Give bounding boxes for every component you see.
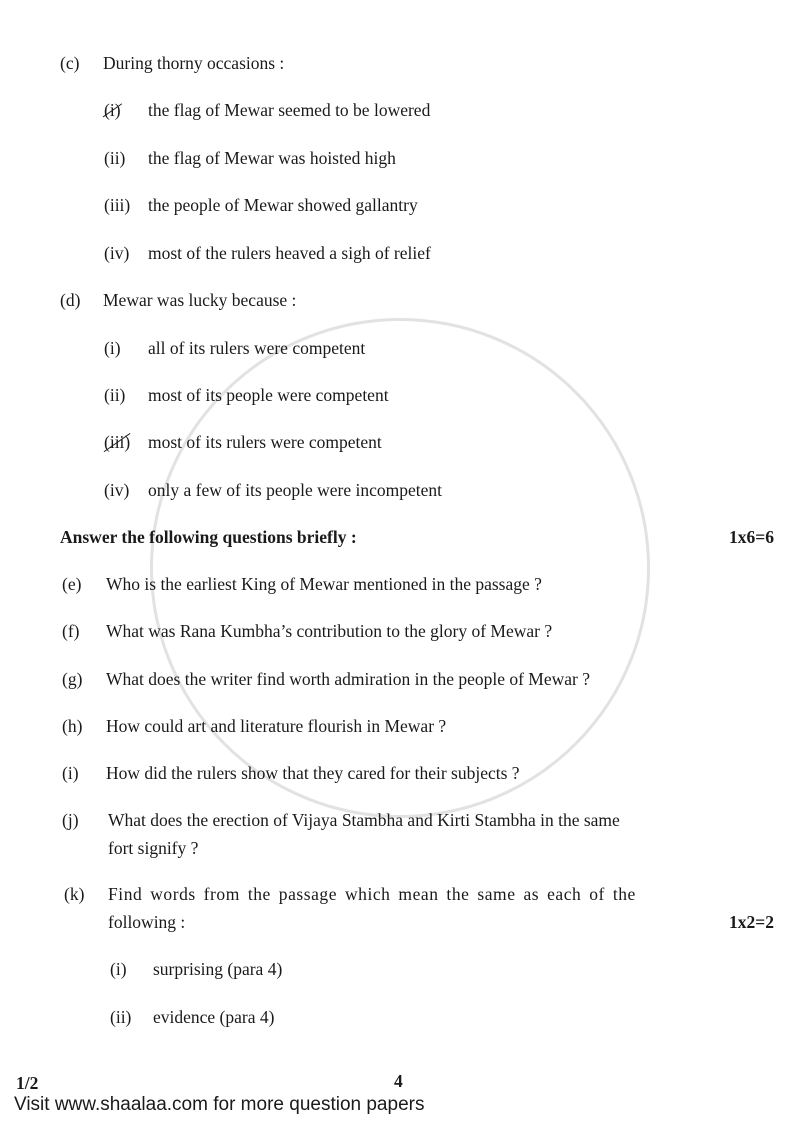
- question-text: What was Rana Kumbha’s contribution to the glory of Mewar ?: [106, 621, 553, 641]
- question-k-text: Find words from the passage which mean the same as each of the: [108, 884, 636, 904]
- question-k-text-cont: following :: [108, 912, 186, 932]
- option-text: the flag of Mewar was hoisted high: [148, 148, 396, 168]
- question-label: (g): [62, 669, 83, 689]
- option-text: most of its rulers were competent: [148, 432, 382, 452]
- question-label: (e): [62, 574, 82, 594]
- question-c-label: (c): [60, 53, 80, 73]
- question-d-label: (d): [60, 290, 81, 310]
- question-text: Who is the earliest King of Mewar mentioned in the passage ?: [106, 574, 542, 594]
- option-label: (ii): [104, 148, 126, 168]
- option-label: (i): [104, 100, 121, 120]
- question-text-cont: fort signify ?: [108, 838, 199, 858]
- item-text: evidence (para 4): [153, 1007, 275, 1027]
- section-heading: Answer the following questions briefly :: [60, 527, 357, 547]
- question-text: How did the rulers show that they cared for their subjects ?: [106, 763, 520, 783]
- option-text: the flag of Mewar seemed to be lowered: [148, 100, 431, 120]
- question-text: What does the writer find worth admiration in the people of Mewar ?: [106, 669, 591, 689]
- question-d-text: Mewar was lucky because :: [103, 290, 297, 310]
- option-text: most of its people were competent: [148, 385, 389, 405]
- option-text: only a few of its people were incompetent: [148, 480, 442, 500]
- item-label: (i): [110, 959, 127, 979]
- question-k-label: (k): [64, 884, 85, 904]
- option-label: (iv): [104, 243, 130, 263]
- option-text: most of the rulers heaved a sigh of relief: [148, 243, 431, 263]
- option-label: (iv): [104, 480, 130, 500]
- option-text: the people of Mewar showed gallantry: [148, 195, 418, 215]
- question-c-text: During thorny occasions :: [103, 53, 285, 73]
- question-k-marks: 1x2=2: [729, 912, 774, 932]
- option-label: (i): [104, 338, 121, 358]
- question-text: How could art and literature flourish in Mewar ?: [106, 716, 447, 736]
- page-number: 4: [394, 1071, 403, 1091]
- paper-code: 1/2: [16, 1073, 39, 1093]
- option-text: all of its rulers were competent: [148, 338, 366, 358]
- question-text: What does the erection of Vijaya Stambha and Kirti Stambha in the same: [108, 810, 620, 830]
- item-text: surprising (para 4): [153, 959, 283, 979]
- section-marks: 1x6=6: [729, 527, 774, 547]
- option-label: (iii): [104, 195, 131, 215]
- item-label: (ii): [110, 1007, 132, 1027]
- option-label: (iii): [104, 432, 131, 452]
- question-label: (i): [62, 763, 79, 783]
- question-label: (h): [62, 716, 83, 736]
- option-label: (ii): [104, 385, 126, 405]
- footer-visit-text: Visit www.shaalaa.com for more question papers: [14, 1094, 425, 1115]
- question-label: (f): [62, 621, 80, 641]
- question-label: (j): [62, 810, 79, 830]
